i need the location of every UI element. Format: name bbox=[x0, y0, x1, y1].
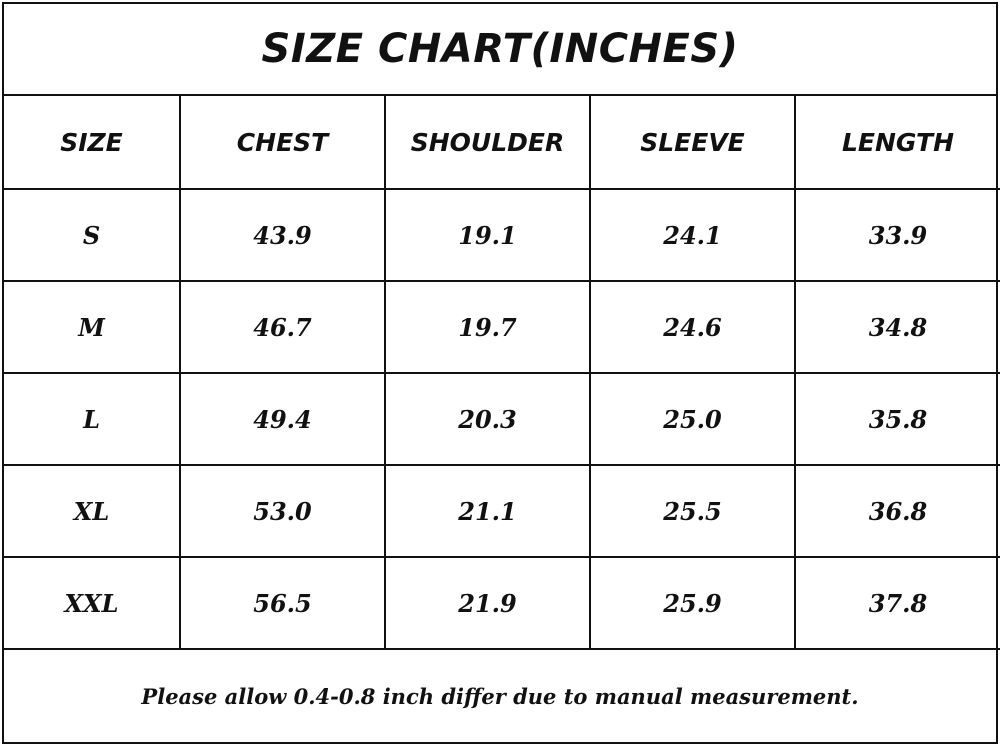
chart-title: SIZE CHART(INCHES) bbox=[261, 26, 739, 72]
cell-length: 36.8 bbox=[795, 465, 1000, 557]
table-row bbox=[4, 557, 1000, 649]
table-row bbox=[4, 373, 1000, 465]
table-row bbox=[4, 465, 1000, 557]
cell-size: XL bbox=[4, 465, 180, 557]
cell-shoulder: 19.1 bbox=[385, 189, 590, 281]
cell-chest: 53.0 bbox=[180, 465, 385, 557]
header-shoulder: SHOULDER bbox=[385, 96, 590, 189]
header-sleeve: SLEEVE bbox=[590, 96, 795, 189]
cell-sleeve: 24.1 bbox=[590, 189, 795, 281]
header-size: SIZE bbox=[4, 96, 180, 189]
cell-sleeve: 25.0 bbox=[590, 373, 795, 465]
measurement-note: Please allow 0.4-0.8 inch differ due to manual measurement. bbox=[141, 683, 859, 709]
note-row bbox=[4, 650, 996, 742]
cell-shoulder: 21.9 bbox=[385, 557, 590, 649]
cell-chest: 43.9 bbox=[180, 189, 385, 281]
cell-sleeve: 25.5 bbox=[590, 465, 795, 557]
cell-size: L bbox=[4, 373, 180, 465]
cell-length: 34.8 bbox=[795, 281, 1000, 373]
cell-shoulder: 20.3 bbox=[385, 373, 590, 465]
cell-sleeve: 25.9 bbox=[590, 557, 795, 649]
cell-shoulder: 19.7 bbox=[385, 281, 590, 373]
cell-length: 33.9 bbox=[795, 189, 1000, 281]
title-row bbox=[4, 4, 996, 96]
header-chest: CHEST bbox=[180, 96, 385, 189]
size-chart bbox=[2, 2, 998, 744]
cell-size: S bbox=[4, 189, 180, 281]
cell-length: 37.8 bbox=[795, 557, 1000, 649]
header-row bbox=[4, 96, 1000, 189]
size-table bbox=[4, 96, 1000, 650]
cell-chest: 46.7 bbox=[180, 281, 385, 373]
cell-size: XXL bbox=[4, 557, 180, 649]
table-row bbox=[4, 189, 1000, 281]
cell-chest: 56.5 bbox=[180, 557, 385, 649]
table-row bbox=[4, 281, 1000, 373]
cell-sleeve: 24.6 bbox=[590, 281, 795, 373]
cell-size: M bbox=[4, 281, 180, 373]
header-length: LENGTH bbox=[795, 96, 1000, 189]
cell-shoulder: 21.1 bbox=[385, 465, 590, 557]
cell-length: 35.8 bbox=[795, 373, 1000, 465]
cell-chest: 49.4 bbox=[180, 373, 385, 465]
